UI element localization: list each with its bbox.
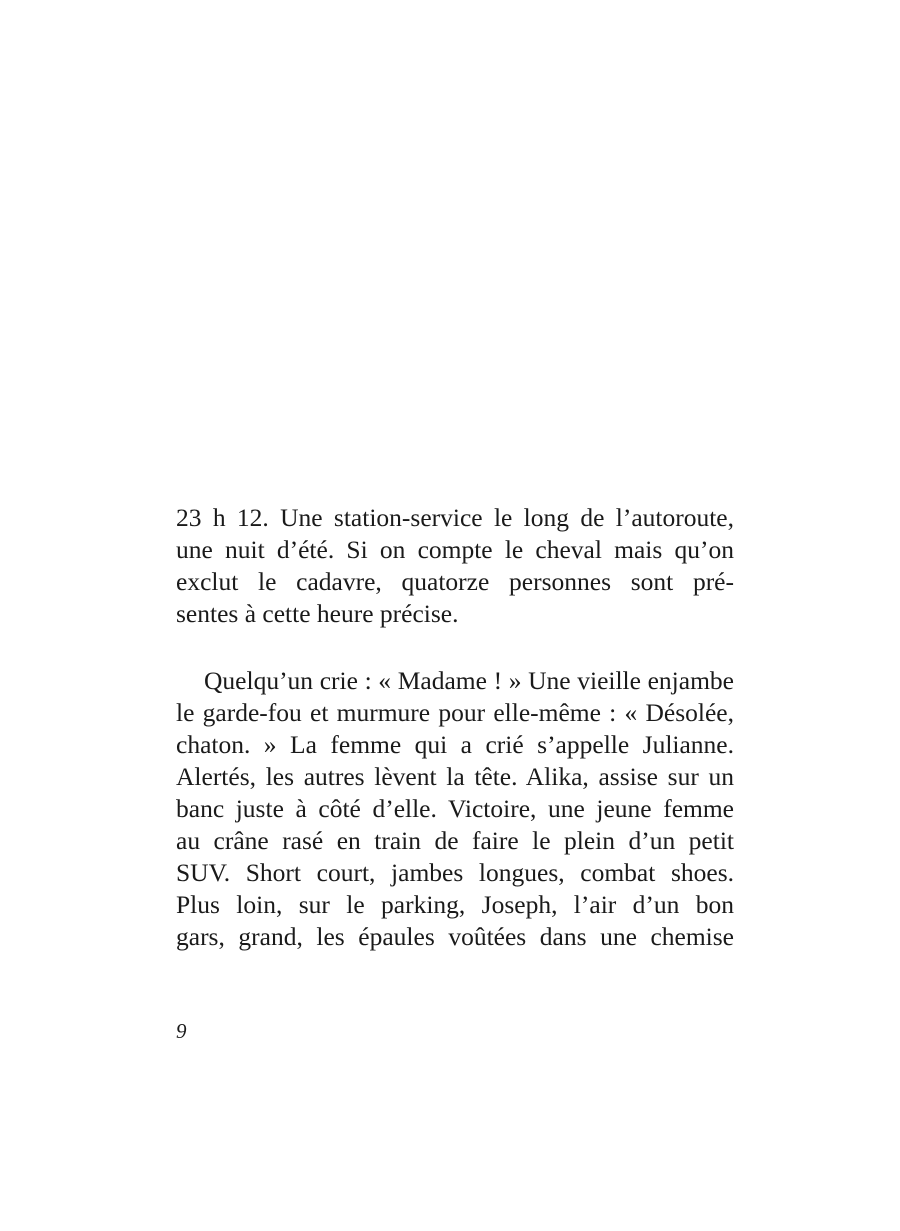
text-line: SUV. Short court, jambes longues, combat shoes. (176, 858, 734, 887)
text-line: au crâne rasé en train de faire le plein d’un petit (176, 826, 734, 855)
text-line: Quelqu’un crie : « Madame ! » Une vieille enjambe (204, 666, 734, 695)
text-line: le garde-fou et murmure pour elle-même : « Désolée, (176, 698, 734, 727)
paragraph-1 (176, 502, 734, 630)
text-line: chaton. » La femme qui a crié s’appelle Julianne. (176, 730, 734, 759)
text-line: Alertés, les autres lèvent la tête. Alika, assise sur un (176, 762, 734, 791)
page-number: 9 (176, 1019, 187, 1043)
text-line: banc juste à côté d’elle. Victoire, une jeune femme (176, 794, 734, 823)
paragraph-2 (176, 665, 734, 953)
text-line: exclut le cadavre, quatorze personnes sont pré- (176, 567, 734, 596)
text-line: gars, grand, les épaules voûtées dans une chemise (176, 922, 734, 951)
text-line: sentes à cette heure précise. (176, 599, 459, 628)
text-line: une nuit d’été. Si on compte le cheval mais qu’on (176, 535, 734, 564)
text-line: Plus loin, sur le parking, Joseph, l’air d’un bon (176, 890, 734, 919)
text-line: 23 h 12. Une station-service le long de l’autoroute, (176, 503, 734, 532)
